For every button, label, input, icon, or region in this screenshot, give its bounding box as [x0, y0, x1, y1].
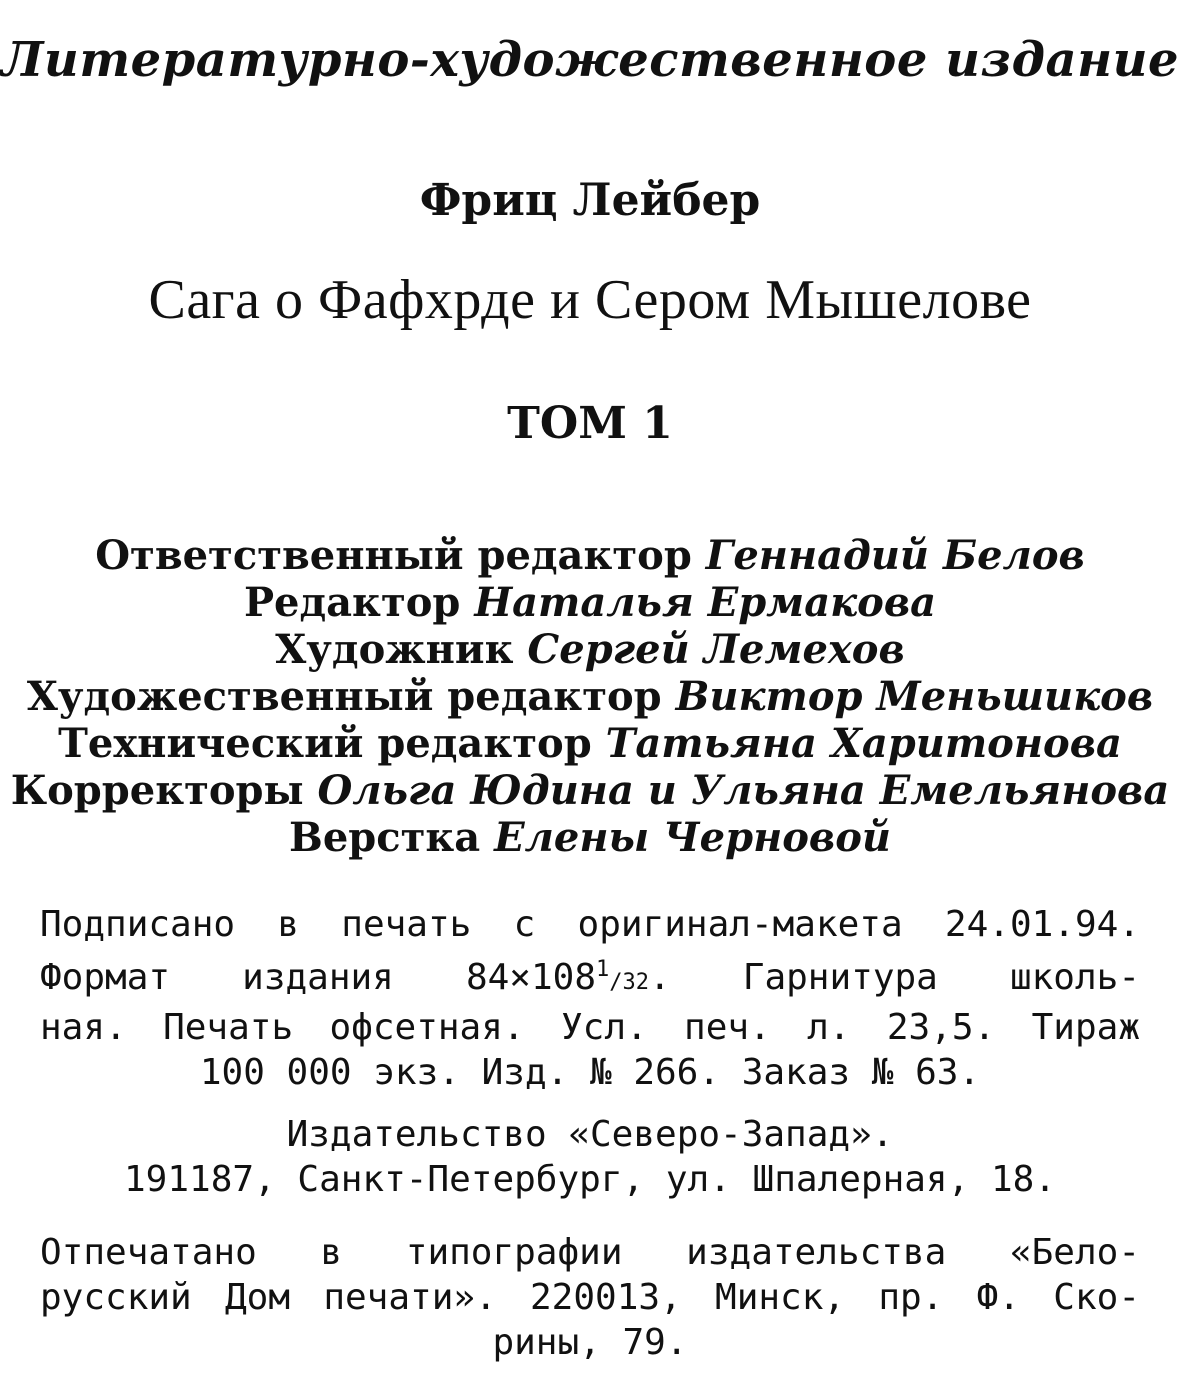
credit-person: Татьяна Харитонова — [605, 720, 1122, 767]
credit-role: Художественный редактор — [26, 673, 662, 720]
credit-person: Сергей Лемехов — [527, 626, 905, 673]
format-denominator: /32 — [609, 970, 650, 995]
printer-line: рины, 79. — [492, 1322, 688, 1363]
print-info-line: ная. Печать офсетная. Усл. печ. л. 23,5. Тираж — [40, 1007, 1140, 1048]
credit-role: Художник — [275, 626, 514, 673]
print-info-line — [40, 947, 1140, 1005]
credit-row — [0, 532, 1180, 579]
credit-row — [0, 579, 1180, 626]
credit-row — [0, 673, 1180, 720]
credit-row — [0, 767, 1180, 814]
credit-role: Технический редактор — [58, 720, 592, 767]
credit-role: Ответственный редактор — [95, 532, 692, 579]
credit-role: Редактор — [243, 579, 461, 626]
author-name: Фриц Лейбер — [419, 175, 761, 226]
credit-role: Корректоры — [10, 767, 304, 814]
format-text: Формат издания 84×108 — [40, 957, 597, 998]
credit-row — [0, 720, 1180, 767]
credit-person: Наталья Ермакова — [474, 579, 937, 626]
format-text-end: . Гарнитура школь- — [649, 957, 1140, 998]
print-info-line: Подписано в печать с оригинал-макета 24.01.94. — [40, 904, 1140, 945]
print-info-paragraph — [40, 902, 1140, 1095]
publisher-address: 191187, Санкт-Петербург, ул. Шпалерная, 18. — [124, 1159, 1056, 1200]
credit-row — [0, 626, 1180, 673]
credit-person: Ольга Юдина и Ульяна Емельянова — [317, 767, 1170, 814]
printer-line: Отпечатано в типографии издательства «Бело- — [40, 1232, 1140, 1273]
series-label: Литературно-художественное издание — [0, 32, 1180, 88]
printer-paragraph — [40, 1230, 1140, 1365]
credit-person: Геннадий Белов — [705, 532, 1085, 579]
publisher-name: Издательство «Северо-Запад». — [286, 1114, 894, 1155]
format-numerator: 1 — [596, 957, 610, 982]
print-info-line: 100 000 экз. Изд. № 266. Заказ № 63. — [199, 1052, 981, 1093]
credit-row — [0, 814, 1180, 861]
volume-label: ТОМ 1 — [507, 398, 673, 449]
publisher-paragraph — [40, 1112, 1140, 1202]
credit-person: Виктор Меньшиков — [675, 673, 1154, 720]
credit-role: Верстка — [289, 814, 481, 861]
credits-block — [0, 532, 1180, 861]
credit-person: Елены Черновой — [494, 814, 891, 861]
printer-line: русский Дом печати». 220013, Минск, пр. Ф. Ско- — [40, 1277, 1140, 1318]
book-title: Сага о Фафхрде и Сером Мышелове — [148, 269, 1032, 331]
